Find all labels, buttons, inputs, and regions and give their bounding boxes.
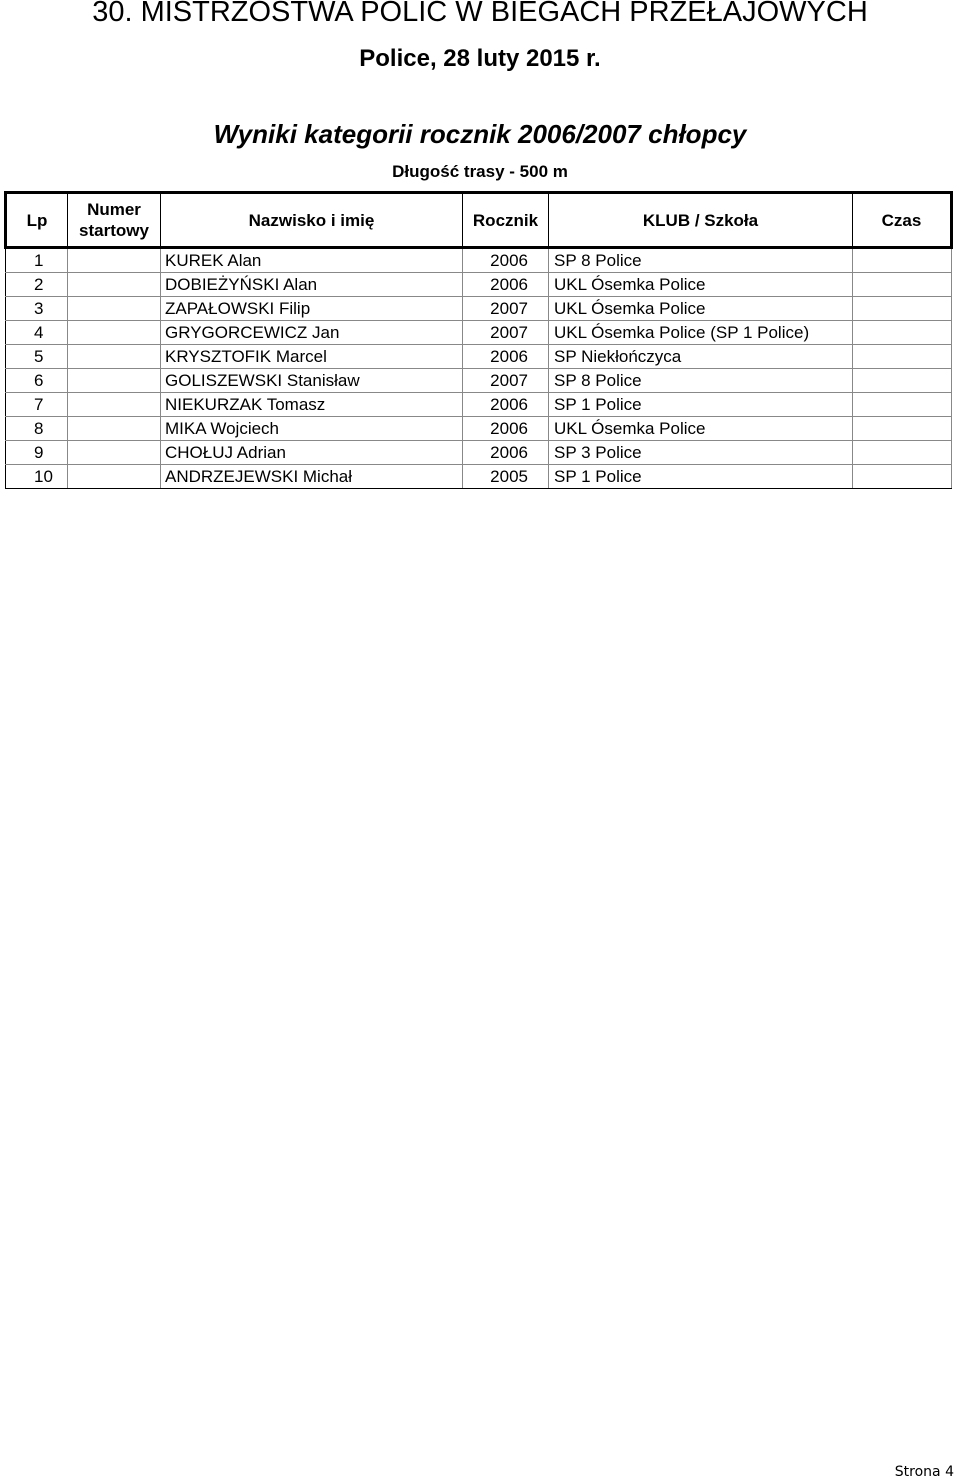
- results-body: [6, 248, 952, 489]
- cell-name: ZAPAŁOWSKI Filip: [161, 297, 463, 321]
- table-row: [6, 297, 952, 321]
- cell-start-number: [68, 297, 161, 321]
- table-row: [6, 369, 952, 393]
- column-header-club: KLUB / Szkoła: [549, 193, 853, 248]
- cell-club: SP 1 Police: [549, 393, 853, 417]
- cell-club: UKL Ósemka Police: [549, 417, 853, 441]
- cell-year: 2005: [463, 465, 549, 489]
- cell-time: [853, 273, 952, 297]
- cell-name: ANDRZEJEWSKI Michał: [161, 465, 463, 489]
- cell-time: [853, 417, 952, 441]
- main-title: 30. MISTRZOSTWA POLIC W BIEGACH PRZEŁAJOWYCH: [92, 0, 868, 28]
- category-title: Wyniki kategorii rocznik 2006/2007 chłopcy: [213, 119, 747, 149]
- cell-club: UKL Ósemka Police: [549, 297, 853, 321]
- cell-year: 2006: [463, 393, 549, 417]
- cell-lp: 1: [6, 248, 68, 273]
- cell-start-number: [68, 321, 161, 345]
- cell-start-number: [68, 369, 161, 393]
- cell-lp: 7: [6, 393, 68, 417]
- table-row: [6, 273, 952, 297]
- cell-year: 2006: [463, 417, 549, 441]
- cell-name: GRYGORCEWICZ Jan: [161, 321, 463, 345]
- cell-start-number: [68, 345, 161, 369]
- cell-lp: 6: [6, 369, 68, 393]
- cell-lp: 8: [6, 417, 68, 441]
- cell-club: SP 1 Police: [549, 465, 853, 489]
- cell-lp: 3: [6, 297, 68, 321]
- cell-year: 2006: [463, 345, 549, 369]
- table-header-row: [6, 193, 952, 248]
- table-row: [6, 345, 952, 369]
- route-length: Długość trasy - 500 m: [392, 162, 568, 181]
- cell-name: MIKA Wojciech: [161, 417, 463, 441]
- event-date-location: Police, 28 luty 2015 r.: [359, 45, 601, 72]
- cell-lp: 4: [6, 321, 68, 345]
- cell-year: 2006: [463, 273, 549, 297]
- cell-lp: 5: [6, 345, 68, 369]
- cell-year: 2006: [463, 248, 549, 273]
- cell-time: [853, 321, 952, 345]
- table-row: [6, 248, 952, 273]
- cell-club: SP Niekłończyca: [549, 345, 853, 369]
- cell-start-number: [68, 417, 161, 441]
- cell-name: KRYSZTOFIK Marcel: [161, 345, 463, 369]
- column-header-year: Rocznik: [463, 193, 549, 248]
- column-header-start-number-line2: startowy: [79, 221, 149, 240]
- cell-time: [853, 297, 952, 321]
- cell-lp: 10: [6, 465, 68, 489]
- cell-club: SP 3 Police: [549, 441, 853, 465]
- cell-start-number: [68, 248, 161, 273]
- cell-club: SP 8 Police: [549, 369, 853, 393]
- cell-club: UKL Ósemka Police (SP 1 Police): [549, 321, 853, 345]
- cell-name: KUREK Alan: [161, 248, 463, 273]
- cell-year: 2007: [463, 321, 549, 345]
- cell-lp: 9: [6, 441, 68, 465]
- cell-name: DOBIEŻYŃSKI Alan: [161, 273, 463, 297]
- cell-year: 2007: [463, 297, 549, 321]
- cell-time: [853, 248, 952, 273]
- page-number: Strona 4: [894, 1464, 954, 1480]
- cell-time: [853, 393, 952, 417]
- cell-year: 2006: [463, 441, 549, 465]
- cell-start-number: [68, 273, 161, 297]
- cell-start-number: [68, 465, 161, 489]
- cell-time: [853, 441, 952, 465]
- cell-year: 2007: [463, 369, 549, 393]
- table-row: [6, 393, 952, 417]
- cell-start-number: [68, 441, 161, 465]
- results-table: [4, 191, 953, 489]
- cell-start-number: [68, 393, 161, 417]
- table-row: [6, 417, 952, 441]
- cell-club: UKL Ósemka Police: [549, 273, 853, 297]
- cell-club: SP 8 Police: [549, 248, 853, 273]
- column-header-lp: Lp: [6, 193, 68, 248]
- cell-time: [853, 345, 952, 369]
- column-header-start-number-line1: Numer: [87, 200, 141, 219]
- cell-name: CHOŁUJ Adrian: [161, 441, 463, 465]
- column-header-start-number: [68, 193, 161, 248]
- cell-lp: 2: [6, 273, 68, 297]
- column-header-name: Nazwisko i imię: [161, 193, 463, 248]
- cell-time: [853, 369, 952, 393]
- table-row: [6, 441, 952, 465]
- cell-name: NIEKURZAK Tomasz: [161, 393, 463, 417]
- cell-time: [853, 465, 952, 489]
- table-row: [6, 321, 952, 345]
- table-row: [6, 465, 952, 489]
- column-header-time: Czas: [853, 193, 952, 248]
- cell-name: GOLISZEWSKI Stanisław: [161, 369, 463, 393]
